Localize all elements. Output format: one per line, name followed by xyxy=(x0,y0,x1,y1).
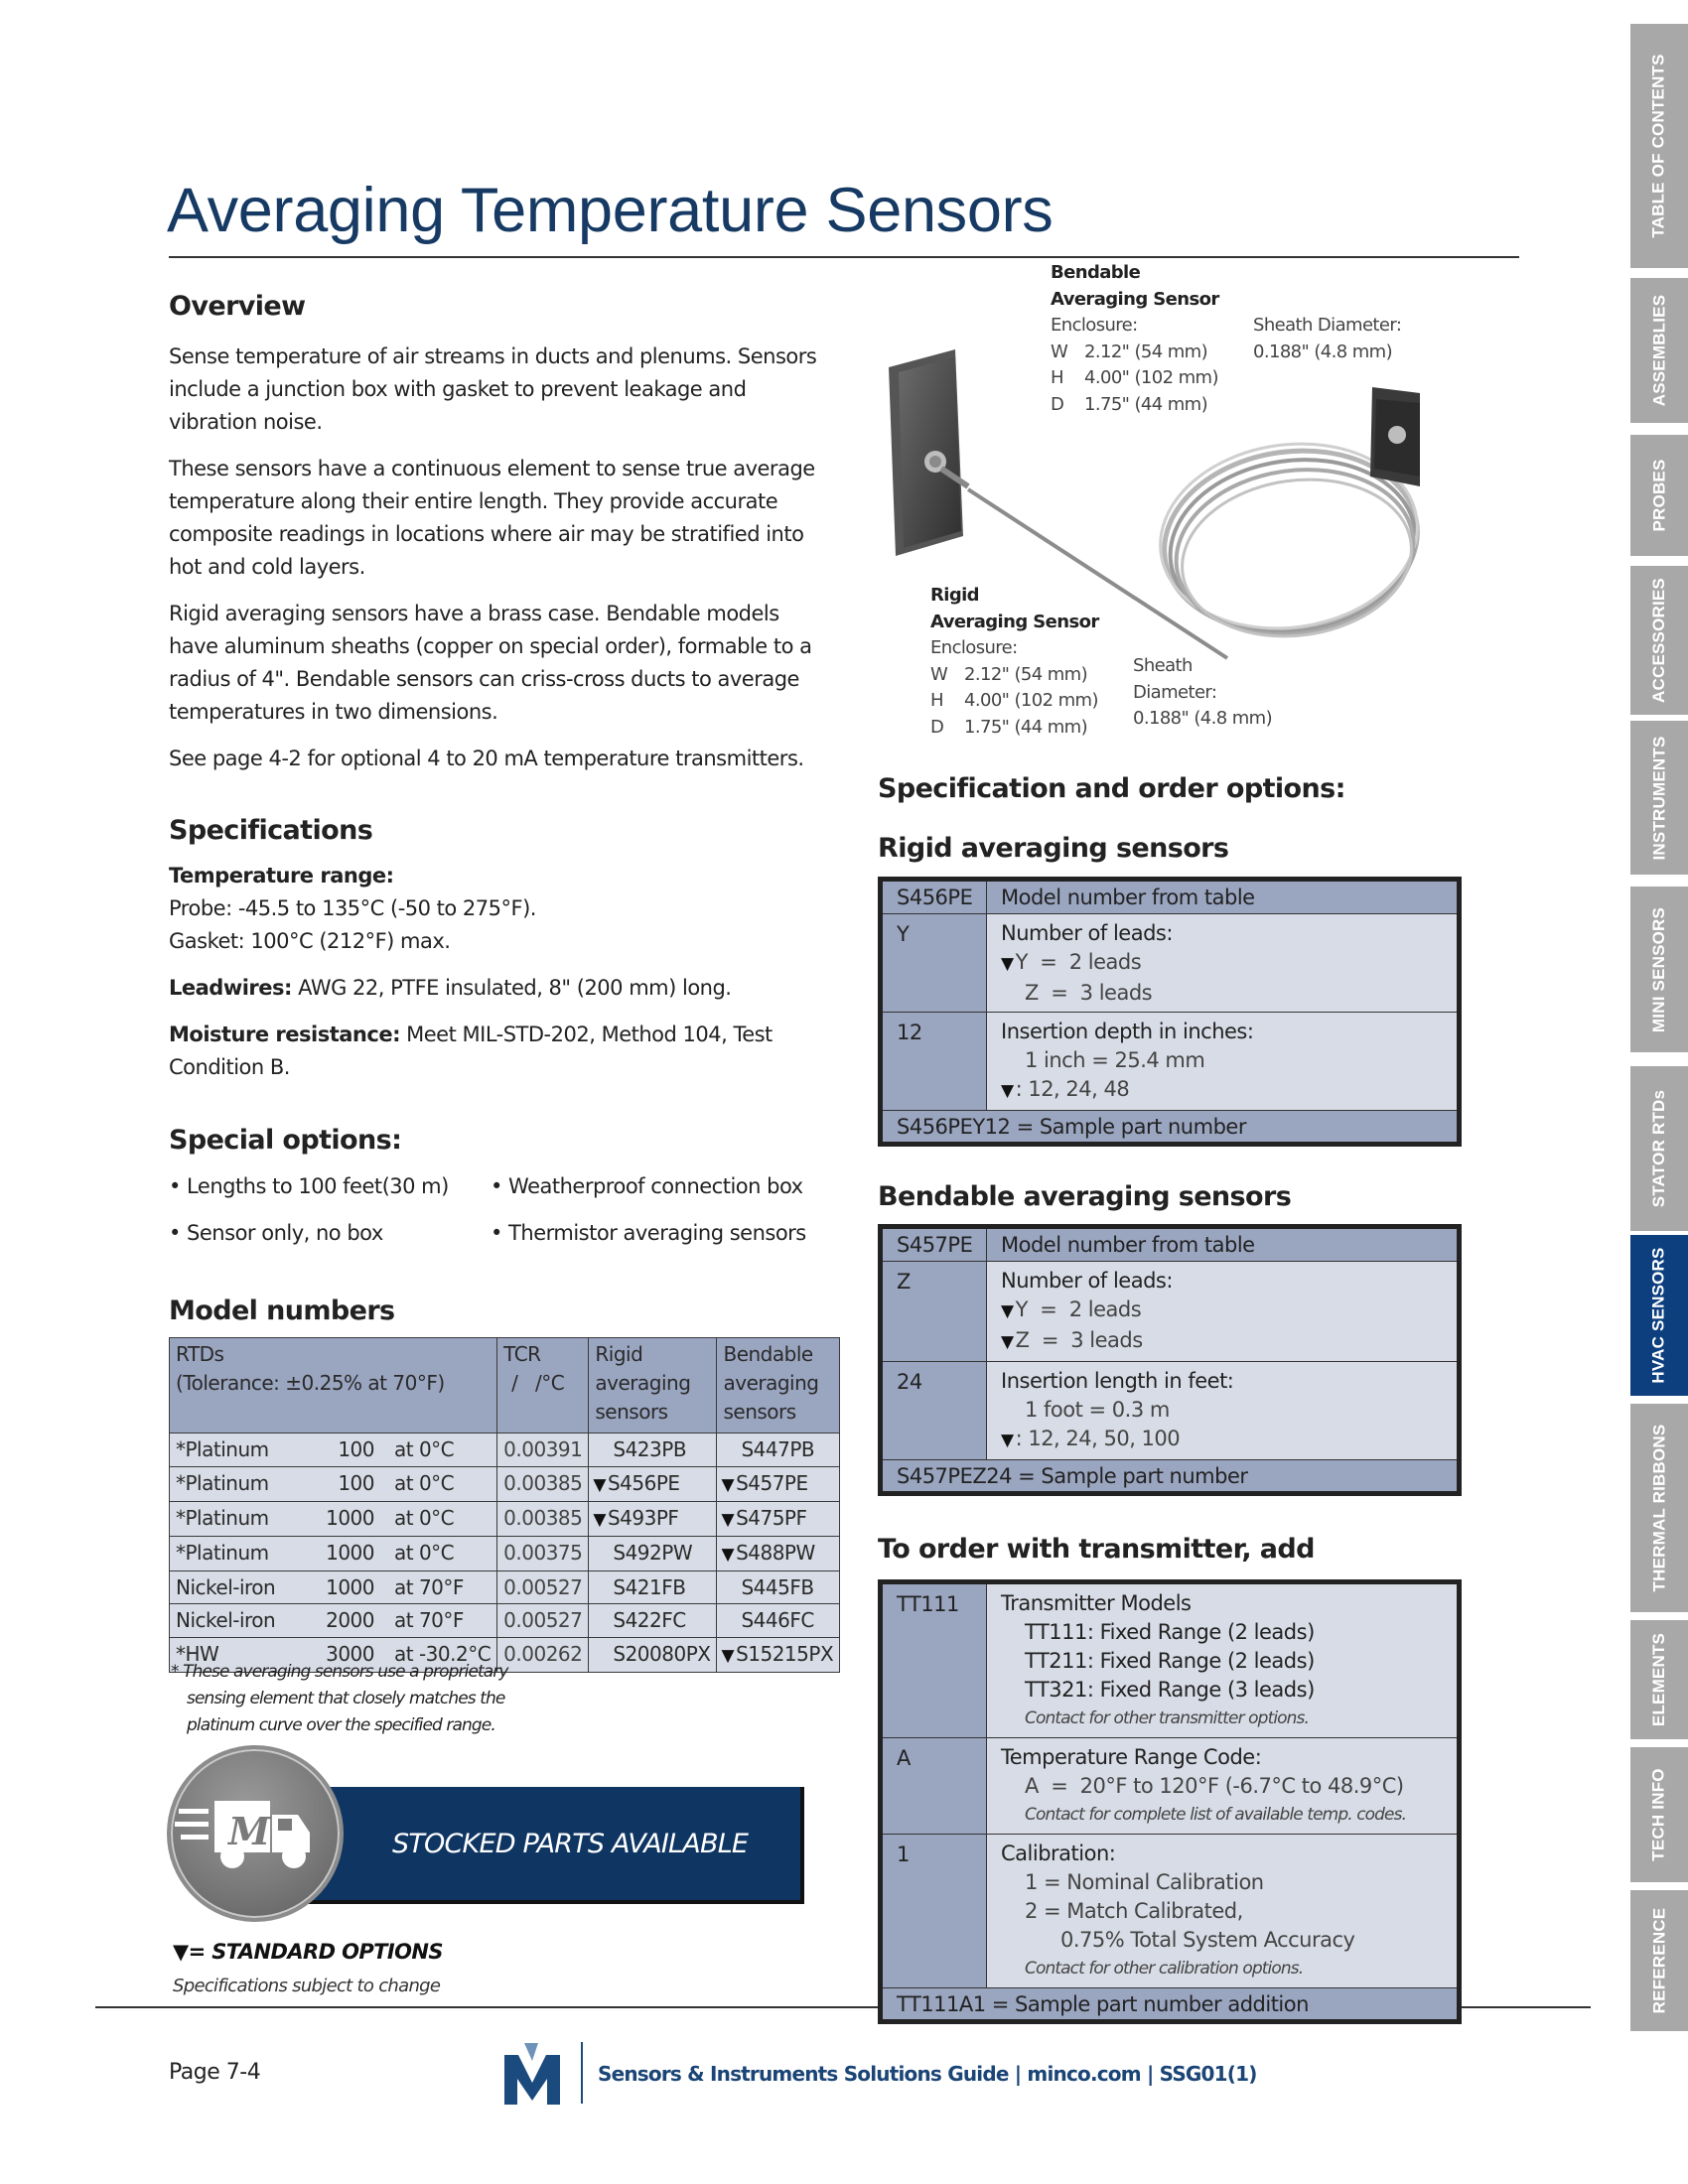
standard-options-text: = STANDARD OPTIONS xyxy=(188,1940,443,1964)
table-row xyxy=(170,1570,840,1604)
tab-label: ASSEMBLIES xyxy=(1649,294,1668,407)
special-option-item: • Weatherproof connection box xyxy=(491,1174,803,1198)
tx-model: TT321: Fixed Range (3 leads) xyxy=(1025,1678,1315,1702)
bendable-sheath-caption xyxy=(1253,313,1401,365)
standard-triangle-icon: ▼ xyxy=(1001,1081,1014,1101)
rigid-sheath-caption xyxy=(1133,653,1272,733)
standard-triangle-icon: ▼ xyxy=(173,1940,189,1964)
transmitter-order-table xyxy=(878,1579,1462,2024)
rigid-caption xyxy=(930,583,1099,741)
subject-to-change: Specifications subject to change xyxy=(173,1976,441,1996)
order-code: 1 xyxy=(883,1835,987,1987)
bendable-order-table xyxy=(878,1224,1462,1496)
rigid-model: S493PF xyxy=(607,1505,679,1530)
tx-note: Contact for other transmitter options. xyxy=(1025,1708,1310,1728)
rtd-type: Nickel-iron xyxy=(176,1574,276,1599)
rigid-model-cell xyxy=(589,1501,717,1536)
header-tcr xyxy=(497,1338,589,1433)
rigid-model-cell xyxy=(589,1433,717,1467)
moisture-spec xyxy=(169,1019,824,1084)
bendable-model: S488PW xyxy=(736,1540,815,1565)
bendable-model: S457PE xyxy=(736,1470,808,1495)
order-code: S456PE xyxy=(883,882,987,913)
tab-label: ELEMENTS xyxy=(1649,1632,1669,1727)
model-numbers-table xyxy=(169,1337,840,1673)
order-row xyxy=(883,1738,1457,1835)
rigid-dim-h xyxy=(930,688,1099,715)
tab-label: INSTRUMENTS xyxy=(1649,736,1669,860)
moisture-value: Meet MIL-STD-202, Method 104, Test Condition B. xyxy=(169,1023,773,1079)
order-row xyxy=(883,1262,1457,1362)
overview-paragraph: See page 4-2 for optional 4 to 20 mA temperature transmitters. xyxy=(169,747,804,770)
rigid-model: S421FB xyxy=(613,1574,686,1599)
gasket-range: Gasket: 100°C (212°F) max. xyxy=(169,929,451,953)
header-rtds xyxy=(170,1338,497,1433)
special-option-item: • Sensor only, no box xyxy=(169,1221,383,1245)
bendable-order-heading: Bendable averaging sensors xyxy=(878,1181,1292,1212)
tab-stator-rtds[interactable] xyxy=(1630,1066,1688,1231)
header-tcr-line1: TCR xyxy=(503,1342,541,1366)
delivery-truck-icon xyxy=(171,1749,340,1918)
rtd-cell xyxy=(170,1501,497,1536)
truck-logo-letter: M xyxy=(228,1809,271,1853)
rtd-ohms: 1000 xyxy=(326,1540,374,1565)
dim-value: 1.75" (44 mm) xyxy=(1084,393,1208,415)
rtd-cell xyxy=(170,1570,497,1604)
order-row xyxy=(883,914,1457,1013)
bendable-model-cell xyxy=(717,1433,840,1467)
tx-title: Transmitter Models xyxy=(1001,1591,1192,1615)
rigid-model-cell xyxy=(589,1466,717,1501)
rigid-sheath-label2: Diameter: xyxy=(1133,681,1217,703)
standard-triangle-icon: ▼ xyxy=(721,1474,735,1495)
bendable-sheath-label: Sheath Diameter: xyxy=(1253,315,1402,336)
rtd-ref: at 0°C xyxy=(394,1437,455,1461)
table-row xyxy=(170,1604,840,1638)
tcr-cell: 0.00262 xyxy=(497,1637,589,1672)
order-desc xyxy=(987,1738,1457,1834)
bendable-caption-title1: Bendable xyxy=(1051,262,1141,283)
special-option-item: • Thermistor averaging sensors xyxy=(491,1221,806,1245)
tab-probes[interactable] xyxy=(1630,435,1688,556)
dim-value: 4.00" (102 mm) xyxy=(964,690,1098,711)
footer-text: Sensors & Instruments Solutions Guide | minco.com | SSG01(1) xyxy=(598,2062,1257,2086)
tcr-cell: 0.00391 xyxy=(497,1433,589,1467)
leads-option-text: Z = 3 leads xyxy=(1015,1328,1143,1352)
cal-title: Calibration: xyxy=(1001,1842,1116,1865)
order-desc xyxy=(987,1013,1457,1110)
rtd-ref: at -30.2°C xyxy=(394,1641,492,1666)
bendable-model-cell xyxy=(717,1604,840,1638)
table-row xyxy=(170,1536,840,1570)
bendable-caption-title2: Averaging Sensor xyxy=(1051,288,1219,310)
order-options-heading: Specification and order options: xyxy=(878,773,1345,804)
tab-label: MINI SENSORS xyxy=(1649,906,1669,1032)
title-divider xyxy=(169,256,1519,258)
order-desc xyxy=(987,1835,1457,1987)
rigid-model-cell xyxy=(589,1604,717,1638)
model-footnote: * These averaging sensors use a proprietary sensing element that closely matches the platinum curve over the specified range. xyxy=(171,1662,508,1735)
rigid-model: S492PW xyxy=(613,1540,693,1565)
order-desc xyxy=(987,1262,1457,1361)
rtd-cell xyxy=(170,1604,497,1638)
dim-value: 2.12" (54 mm) xyxy=(964,663,1088,685)
header-rigid: Rigid averaging sensors xyxy=(589,1338,717,1433)
specifications-body xyxy=(169,860,824,1084)
rtd-ref: at 70°F xyxy=(394,1608,464,1632)
tcr-cell: 0.00527 xyxy=(497,1604,589,1638)
standard-triangle-icon: ▼ xyxy=(593,1474,606,1495)
tab-reference[interactable] xyxy=(1630,1890,1688,2031)
bendable-dim-d xyxy=(1051,392,1219,419)
order-code: Z xyxy=(883,1262,987,1361)
standard-triangle-icon: ▼ xyxy=(721,1509,735,1530)
rtd-ref: at 0°C xyxy=(394,1505,455,1530)
tab-thermal-ribbons[interactable] xyxy=(1630,1404,1688,1612)
model-numbers-heading: Model numbers xyxy=(169,1296,395,1326)
bendable-model-cell xyxy=(717,1466,840,1501)
stocked-parts-label: STOCKED PARTS AVAILABLE xyxy=(392,1829,749,1859)
table-row xyxy=(170,1466,840,1501)
page-number: Page 7-4 xyxy=(169,2060,261,2085)
tab-label: TABLE OF CONTENTS xyxy=(1649,54,1669,238)
bendable-model: S447PB xyxy=(741,1437,815,1461)
rigid-caption-title1: Rigid xyxy=(930,585,979,606)
dim-key: H xyxy=(1051,367,1063,388)
leads-title: Number of leads: xyxy=(1001,1269,1173,1293)
rtd-type: *Platinum xyxy=(176,1540,269,1565)
specifications-heading: Specifications xyxy=(169,815,373,846)
tab-label: THERMAL RIBBONS xyxy=(1649,1424,1669,1592)
overview-paragraph: Sense temperature of air streams in ducts and plenums. Sensors include a junction box with gasket to prevent leakage and vibration noise. xyxy=(169,344,817,434)
rigid-order-table xyxy=(878,877,1462,1147)
dim-value: 2.12" (54 mm) xyxy=(1084,341,1208,362)
depth-conversion: 1 inch = 25.4 mm xyxy=(1025,1048,1205,1072)
rtd-cell xyxy=(170,1433,497,1467)
rtd-cell xyxy=(170,1466,497,1501)
tab-mini-sensors[interactable] xyxy=(1630,887,1688,1052)
standard-options-legend xyxy=(173,1940,443,1964)
standard-triangle-icon: ▼ xyxy=(1001,1332,1014,1352)
header-rtds-line1: RTDs xyxy=(176,1342,224,1366)
leadwires-value: AWG 22, PTFE insulated, 8" (200 mm) long. xyxy=(291,976,732,1000)
header-bendable: Bendable averaging sensors xyxy=(717,1338,840,1433)
header-rtds-line2: (Tolerance: ±0.25% at 70°F) xyxy=(176,1371,445,1395)
order-code: TT111 xyxy=(883,1584,987,1737)
bendable-model-cell xyxy=(717,1501,840,1536)
rtd-cell xyxy=(170,1536,497,1570)
cal-option-detail: 0.75% Total System Accuracy xyxy=(1060,1928,1355,1952)
tcr-cell: 0.00527 xyxy=(497,1570,589,1604)
tab-label: TECH INFO xyxy=(1649,1768,1669,1861)
bendable-sheath-value: 0.188" (4.8 mm) xyxy=(1253,341,1392,362)
leads-option xyxy=(1001,1326,1457,1357)
overview-paragraph: Rigid averaging sensors have a brass case. Bendable models have aluminum sheaths (copper on special order), formable to a radius of 4". Bendable sensors can criss-cross ducts to average temperatures in two dimensions. xyxy=(169,602,812,724)
temp-range-label: Temperature range: xyxy=(169,864,394,887)
sample-part-number: S457PEZ24 = Sample part number xyxy=(883,1460,1457,1491)
tab-tech-info[interactable] xyxy=(1630,1747,1688,1882)
order-row xyxy=(883,1584,1457,1738)
dim-key: W xyxy=(930,663,948,685)
rigid-model: S456PE xyxy=(607,1470,680,1495)
order-code: 12 xyxy=(883,1013,987,1110)
standard-triangle-icon: ▼ xyxy=(1001,1301,1014,1321)
rigid-model-cell xyxy=(589,1637,717,1672)
standard-triangle-icon: ▼ xyxy=(721,1544,735,1565)
length-standard-values: : 12, 24, 50, 100 xyxy=(1015,1427,1181,1450)
transmitter-order-heading: To order with transmitter, add xyxy=(878,1534,1315,1565)
header-tcr-line2: / /°C xyxy=(511,1371,565,1395)
standard-triangle-icon: ▼ xyxy=(721,1645,735,1666)
bendable-dim-h xyxy=(1051,365,1219,392)
rigid-dim-w xyxy=(930,662,1099,689)
leads-option: Z = 3 leads xyxy=(1025,981,1153,1005)
depth-standard-values: : 12, 24, 48 xyxy=(1015,1077,1130,1101)
minco-logo-icon xyxy=(504,2043,560,2105)
rtd-ohms: 1000 xyxy=(326,1505,374,1530)
rtd-type: *Platinum xyxy=(176,1470,269,1495)
leads-option-text: Y = 2 leads xyxy=(1015,1297,1142,1321)
cal-option: 1 = Nominal Calibration xyxy=(1025,1870,1264,1894)
bendable-caption xyxy=(1051,260,1219,418)
standard-triangle-icon: ▼ xyxy=(1001,954,1014,974)
special-option-item: • Lengths to 100 feet(30 m) xyxy=(169,1174,449,1198)
leads-option xyxy=(1001,948,1457,979)
rigid-model-cell xyxy=(589,1570,717,1604)
rigid-sheath-value: 0.188" (4.8 mm) xyxy=(1133,708,1272,729)
rigid-model: S423PB xyxy=(613,1437,687,1461)
rigid-sensor-box xyxy=(889,349,968,556)
footer-separator xyxy=(581,2042,583,2104)
range-title: Temperature Range Code: xyxy=(1001,1745,1262,1769)
rigid-model: S422FC xyxy=(613,1608,686,1632)
range-note: Contact for complete list of available temp. codes. xyxy=(1025,1805,1407,1825)
rtd-ohms: 100 xyxy=(338,1437,374,1461)
dim-value: 4.00" (102 mm) xyxy=(1084,367,1218,388)
tab-label: REFERENCE xyxy=(1649,1907,1668,2014)
tab-assemblies[interactable] xyxy=(1630,278,1688,423)
length-conversion: 1 foot = 0.3 m xyxy=(1025,1398,1170,1422)
rtd-type: *Platinum xyxy=(176,1437,269,1461)
leads-title: Number of leads: xyxy=(1001,921,1173,945)
bendable-model-cell xyxy=(717,1570,840,1604)
length-standard xyxy=(1001,1425,1457,1455)
bendable-model: S475PF xyxy=(736,1505,807,1530)
tab-label: HVAC SENSORS xyxy=(1649,1247,1669,1384)
rigid-model: S20080PX xyxy=(613,1641,711,1666)
order-code: Y xyxy=(883,914,987,1012)
order-desc: Model number from table xyxy=(987,882,1457,913)
tab-table-of-contents[interactable] xyxy=(1630,24,1688,268)
tab-label: STATOR RTDs xyxy=(1649,1089,1668,1208)
bendable-sensor-box xyxy=(1370,387,1420,486)
rigid-sheath-label1: Sheath xyxy=(1133,655,1193,676)
order-code: A xyxy=(883,1738,987,1834)
rtd-ref: at 70°F xyxy=(394,1574,464,1599)
bendable-model-cell xyxy=(717,1536,840,1570)
range-option: A = 20°F to 120°F (-6.7°C to 48.9°C) xyxy=(1025,1774,1404,1798)
leads-option-text: Y = 2 leads xyxy=(1015,950,1142,974)
order-desc xyxy=(987,914,1457,1012)
tab-label: PROBES xyxy=(1649,459,1668,532)
tx-model: TT211: Fixed Range (2 leads) xyxy=(1025,1649,1315,1673)
rigid-caption-title2: Averaging Sensor xyxy=(930,611,1099,632)
rigid-order-heading: Rigid averaging sensors xyxy=(878,833,1229,864)
rtd-ohms: 100 xyxy=(338,1470,374,1495)
order-row xyxy=(883,882,1457,914)
bendable-enclosure-label: Enclosure: xyxy=(1051,315,1138,336)
dim-key: H xyxy=(930,690,943,711)
rigid-enclosure-label: Enclosure: xyxy=(930,637,1018,658)
order-desc: Model number from table xyxy=(987,1229,1457,1261)
page-title: Averaging Temperature Sensors xyxy=(167,176,1054,245)
dim-key: D xyxy=(930,716,944,738)
order-row xyxy=(883,1362,1457,1460)
order-code: 24 xyxy=(883,1362,987,1459)
stocked-parts-badge xyxy=(167,1745,344,1922)
leadwires-label: Leadwires: xyxy=(169,976,292,1000)
table-header-row xyxy=(170,1338,840,1433)
standard-triangle-icon: ▼ xyxy=(1001,1431,1014,1450)
overview-heading: Overview xyxy=(169,291,306,322)
rtd-type: *HW xyxy=(176,1641,219,1666)
sample-part-number: S456PEY12 = Sample part number xyxy=(883,1111,1457,1142)
order-row xyxy=(883,1013,1457,1111)
tab-elements[interactable] xyxy=(1630,1620,1688,1739)
special-options-heading: Special options: xyxy=(169,1125,402,1156)
cal-option: 2 = Match Calibrated, xyxy=(1025,1899,1243,1923)
depth-title: Insertion depth in inches: xyxy=(1001,1020,1254,1043)
overview-paragraph: These sensors have a continuous element to sense true average temperature along their entire length. They provide accurate composite readings in locations where air may be stratified into hot and cold layers. xyxy=(169,457,815,579)
rigid-model-cell xyxy=(589,1536,717,1570)
order-code: S457PE xyxy=(883,1229,987,1261)
length-title: Insertion length in feet: xyxy=(1001,1369,1234,1393)
leadwires-spec xyxy=(169,972,824,1005)
probe-range: Probe: -45.5 to 135°C (-50 to 275°F). xyxy=(169,896,536,920)
table-row xyxy=(170,1501,840,1536)
tcr-cell: 0.00385 xyxy=(497,1501,589,1536)
rtd-ref: at 0°C xyxy=(394,1470,455,1495)
order-row xyxy=(883,1229,1457,1262)
tab-hvac-sensors[interactable] xyxy=(1630,1235,1688,1396)
tx-model: TT111: Fixed Range (2 leads) xyxy=(1025,1620,1315,1644)
table-row xyxy=(170,1433,840,1467)
tcr-cell: 0.00385 xyxy=(497,1466,589,1501)
standard-triangle-icon: ▼ xyxy=(593,1509,606,1530)
rtd-type: Nickel-iron xyxy=(176,1608,276,1632)
depth-standard xyxy=(1001,1075,1457,1106)
order-desc xyxy=(987,1584,1457,1737)
order-row xyxy=(883,1835,1457,1988)
overview-body xyxy=(169,341,824,789)
tab-label: ACCESSORIES xyxy=(1649,578,1669,703)
tab-instruments[interactable] xyxy=(1630,721,1688,875)
tab-accessories[interactable] xyxy=(1630,566,1688,715)
rigid-dim-d xyxy=(930,715,1099,742)
sample-part-number: TT111A1 = Sample part number addition xyxy=(883,1988,1457,2019)
dim-value: 1.75" (44 mm) xyxy=(964,716,1088,738)
dim-key: W xyxy=(1051,341,1068,362)
rtd-ohms: 2000 xyxy=(326,1608,374,1632)
bendable-model: S445FB xyxy=(741,1574,814,1599)
dim-key: D xyxy=(1051,393,1064,415)
order-desc xyxy=(987,1362,1457,1459)
rtd-ohms: 1000 xyxy=(326,1574,374,1599)
leads-option xyxy=(1001,1296,1457,1326)
rtd-ref: at 0°C xyxy=(394,1540,455,1565)
moisture-label: Moisture resistance: xyxy=(169,1023,400,1046)
rtd-ohms: 3000 xyxy=(326,1641,374,1666)
rtd-type: *Platinum xyxy=(176,1505,269,1530)
bendable-model: S15215PX xyxy=(736,1641,834,1666)
tcr-cell: 0.00375 xyxy=(497,1536,589,1570)
bendable-model-cell xyxy=(717,1637,840,1672)
bendable-dim-w xyxy=(1051,340,1219,366)
cal-note: Contact for other calibration options. xyxy=(1025,1959,1304,1979)
bendable-model: S446FC xyxy=(741,1608,814,1632)
